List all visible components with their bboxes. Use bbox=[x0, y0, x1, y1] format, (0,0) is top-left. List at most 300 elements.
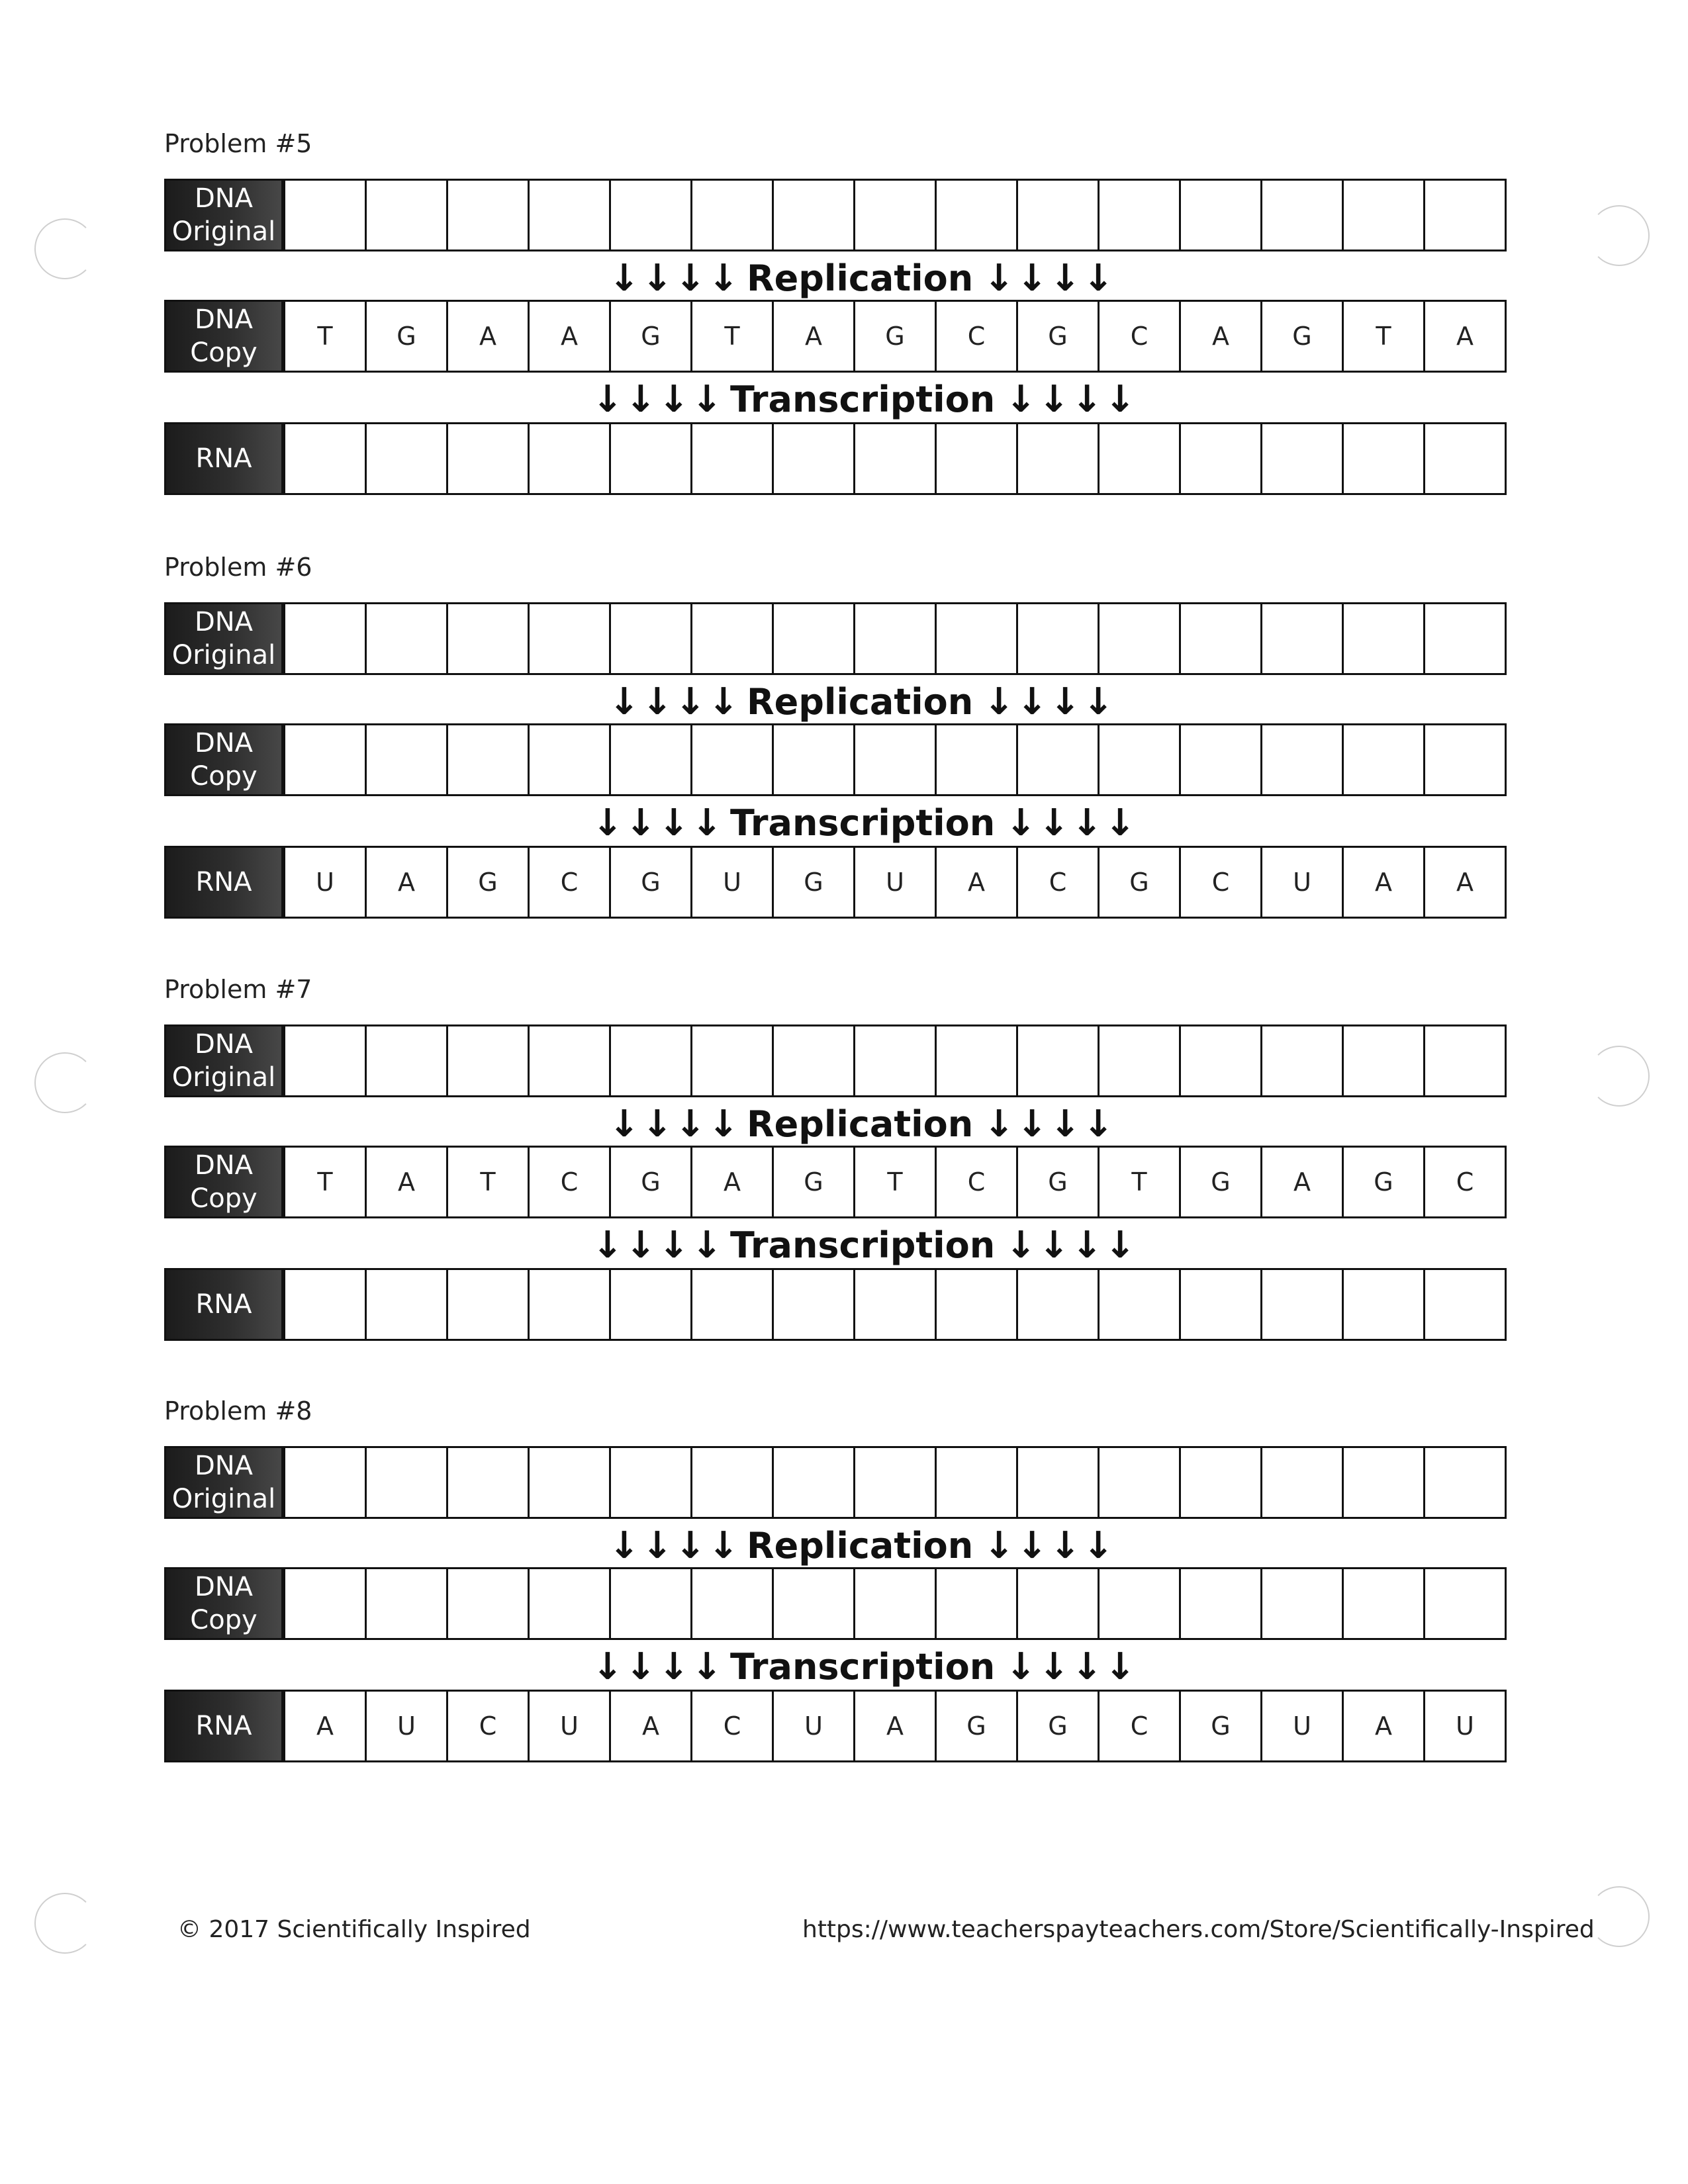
down-arrow-icon: ↓ bbox=[1049, 256, 1081, 300]
dna-original-cell[interactable] bbox=[1016, 1448, 1098, 1517]
dna-copy-cell[interactable] bbox=[853, 725, 935, 794]
rna-cell[interactable]: G bbox=[935, 1692, 1016, 1760]
rna-cell[interactable]: G bbox=[1016, 1692, 1098, 1760]
dna-copy-cell[interactable]: C bbox=[528, 1148, 609, 1216]
transcription-label: Transcription bbox=[730, 801, 996, 844]
down-arrow-icon: ↓ bbox=[983, 256, 1015, 300]
dna-original-label bbox=[164, 602, 283, 675]
row-label-line: Copy bbox=[190, 338, 258, 368]
dna-copy-cell[interactable] bbox=[283, 725, 365, 794]
dna-original-cell[interactable] bbox=[935, 1448, 1016, 1517]
dna-original-cell[interactable] bbox=[446, 604, 528, 673]
dna-original-cell[interactable] bbox=[1016, 1026, 1098, 1095]
dna-original-cell[interactable] bbox=[609, 1026, 690, 1095]
dna-copy-cell[interactable]: A bbox=[772, 302, 853, 371]
down-arrow-icon: ↓ bbox=[658, 1223, 690, 1267]
dna-original-cell[interactable] bbox=[1342, 1448, 1423, 1517]
dna-original-cell[interactable] bbox=[1342, 181, 1423, 250]
punch-hole-left-middle bbox=[34, 1052, 95, 1113]
row-label-line: Original bbox=[171, 1062, 276, 1093]
dna-original-cell[interactable] bbox=[1423, 1026, 1505, 1095]
dna-copy-cell[interactable] bbox=[1098, 725, 1179, 794]
rna-cell[interactable] bbox=[528, 424, 609, 493]
rna-cell[interactable]: G bbox=[1098, 848, 1179, 917]
down-arrow-icon: ↓ bbox=[691, 377, 723, 421]
dna-copy-cell[interactable] bbox=[609, 1569, 690, 1638]
down-arrow-icon: ↓ bbox=[658, 1645, 690, 1688]
rna-label bbox=[164, 1268, 283, 1341]
dna-copy-cell[interactable] bbox=[1016, 1569, 1098, 1638]
down-arrow-icon: ↓ bbox=[1082, 1102, 1114, 1146]
dna-original-cell[interactable] bbox=[365, 1448, 446, 1517]
punch-hole-left-bottom bbox=[34, 1893, 95, 1954]
down-arrow-icon: ↓ bbox=[1071, 1223, 1103, 1267]
down-arrow-icon: ↓ bbox=[708, 1102, 739, 1146]
replication-label: Replication bbox=[747, 1524, 974, 1567]
rna-cell[interactable] bbox=[1179, 424, 1260, 493]
dna-copy-cell[interactable] bbox=[1098, 1569, 1179, 1638]
dna-original-cell[interactable] bbox=[935, 604, 1016, 673]
dna-original-cell[interactable] bbox=[1260, 1448, 1342, 1517]
problem-block bbox=[164, 129, 1501, 473]
down-arrow-icon: ↓ bbox=[675, 1524, 706, 1567]
rna-cell[interactable] bbox=[772, 1270, 853, 1339]
rna-cell[interactable]: U bbox=[1260, 1692, 1342, 1760]
rna-cell[interactable] bbox=[446, 1270, 528, 1339]
dna-original-cell[interactable] bbox=[528, 1448, 609, 1517]
down-arrow-icon: ↓ bbox=[658, 377, 690, 421]
replication-label: Replication bbox=[747, 257, 974, 299]
dna-copy-cell[interactable]: G bbox=[1342, 1148, 1423, 1216]
rna-cell[interactable] bbox=[935, 1270, 1016, 1339]
dna-copy-cell[interactable]: T bbox=[853, 1148, 935, 1216]
dna-original-cell[interactable] bbox=[1260, 181, 1342, 250]
dna-copy-cell[interactable] bbox=[365, 725, 446, 794]
dna-original-cell[interactable] bbox=[528, 181, 609, 250]
rna-cell[interactable] bbox=[935, 424, 1016, 493]
dna-copy-cell[interactable]: G bbox=[772, 1148, 853, 1216]
dna-original-cell[interactable] bbox=[446, 1448, 528, 1517]
down-arrow-icon: ↓ bbox=[691, 1223, 723, 1267]
dna-copy-cell[interactable] bbox=[935, 1569, 1016, 1638]
rna-cell[interactable] bbox=[1016, 1270, 1098, 1339]
dna-copy-cell[interactable]: A bbox=[528, 302, 609, 371]
rna-cell[interactable] bbox=[1342, 424, 1423, 493]
dna-original-cell[interactable] bbox=[772, 1026, 853, 1095]
row-label-line: DNA bbox=[194, 1572, 254, 1602]
dna-copy-cell[interactable]: G bbox=[365, 302, 446, 371]
dna-copy-row bbox=[164, 300, 1507, 373]
down-arrow-icon: ↓ bbox=[1071, 1645, 1103, 1688]
dna-copy-cell[interactable] bbox=[1179, 1569, 1260, 1638]
dna-original-cell[interactable] bbox=[1179, 604, 1260, 673]
dna-copy-cells bbox=[283, 723, 1507, 796]
dna-original-cell[interactable] bbox=[772, 181, 853, 250]
dna-copy-cell[interactable] bbox=[1016, 725, 1098, 794]
dna-copy-cell[interactable]: G bbox=[609, 1148, 690, 1216]
rna-cell[interactable]: A bbox=[283, 1692, 365, 1760]
down-arrow-icon: ↓ bbox=[691, 1645, 723, 1688]
down-arrow-icon: ↓ bbox=[641, 680, 673, 723]
dna-original-cell[interactable] bbox=[365, 604, 446, 673]
dna-original-cells bbox=[283, 602, 1507, 675]
down-arrow-icon: ↓ bbox=[708, 680, 739, 723]
rna-cells bbox=[283, 846, 1507, 919]
dna-copy-cell[interactable]: G bbox=[1016, 302, 1098, 371]
dna-copy-cell[interactable] bbox=[446, 1569, 528, 1638]
dna-copy-cell[interactable] bbox=[1179, 725, 1260, 794]
dna-original-cell[interactable] bbox=[609, 181, 690, 250]
row-label-line: Copy bbox=[190, 761, 258, 792]
rna-cell[interactable] bbox=[690, 1270, 772, 1339]
down-arrow-icon: ↓ bbox=[1104, 377, 1136, 421]
rna-cell[interactable]: G bbox=[446, 848, 528, 917]
rna-cell[interactable]: U bbox=[1423, 1692, 1505, 1760]
punch-hole-right-middle bbox=[1589, 1046, 1650, 1107]
rna-cell[interactable] bbox=[283, 424, 365, 493]
rna-cell[interactable] bbox=[853, 1270, 935, 1339]
row-label-line: RNA bbox=[195, 1289, 252, 1320]
dna-original-cell[interactable] bbox=[690, 1026, 772, 1095]
rna-cells bbox=[283, 1268, 1507, 1341]
dna-copy-cell[interactable]: G bbox=[1179, 1148, 1260, 1216]
dna-original-cell[interactable] bbox=[1342, 604, 1423, 673]
dna-copy-cell[interactable]: C bbox=[935, 1148, 1016, 1216]
dna-original-cell[interactable] bbox=[1098, 181, 1179, 250]
dna-original-cell[interactable] bbox=[1179, 181, 1260, 250]
dna-original-cell[interactable] bbox=[853, 1448, 935, 1517]
dna-original-cell[interactable] bbox=[446, 1026, 528, 1095]
rna-cell[interactable] bbox=[1423, 424, 1505, 493]
dna-copy-cell[interactable]: T bbox=[1098, 1148, 1179, 1216]
dna-original-row bbox=[164, 179, 1507, 251]
dna-copy-label bbox=[164, 300, 283, 373]
dna-copy-cell[interactable] bbox=[446, 725, 528, 794]
dna-copy-label bbox=[164, 723, 283, 796]
dna-original-cell[interactable] bbox=[1342, 1026, 1423, 1095]
rna-cell[interactable] bbox=[609, 1270, 690, 1339]
rna-cell[interactable]: U bbox=[853, 848, 935, 917]
footer-copyright: © 2017 Scientifically Inspired bbox=[177, 1916, 531, 1943]
down-arrow-icon: ↓ bbox=[1104, 801, 1136, 844]
problem-title: Problem #6 bbox=[164, 553, 312, 582]
dna-original-cell[interactable] bbox=[283, 604, 365, 673]
dna-copy-cell[interactable] bbox=[609, 725, 690, 794]
down-arrow-icon: ↓ bbox=[1038, 1223, 1070, 1267]
dna-original-row bbox=[164, 602, 1507, 675]
dna-original-cell[interactable] bbox=[690, 604, 772, 673]
dna-original-cell[interactable] bbox=[1260, 604, 1342, 673]
punch-hole-left-top bbox=[34, 218, 95, 279]
dna-copy-cell[interactable] bbox=[528, 725, 609, 794]
rna-cell[interactable]: U bbox=[528, 1692, 609, 1760]
transcription-label: Transcription bbox=[730, 378, 996, 420]
dna-copy-cell[interactable]: T bbox=[283, 302, 365, 371]
transcription-label: Transcription bbox=[730, 1645, 996, 1688]
down-arrow-icon: ↓ bbox=[1049, 1524, 1081, 1567]
rna-cell[interactable]: C bbox=[446, 1692, 528, 1760]
problem-block bbox=[164, 553, 1501, 897]
rna-cell[interactable]: A bbox=[1342, 848, 1423, 917]
dna-original-cell[interactable] bbox=[609, 1448, 690, 1517]
rna-cell[interactable] bbox=[1260, 424, 1342, 493]
rna-cells bbox=[283, 422, 1507, 495]
dna-copy-cell[interactable]: A bbox=[1179, 302, 1260, 371]
rna-cell[interactable]: U bbox=[1260, 848, 1342, 917]
rna-cell[interactable] bbox=[1423, 1270, 1505, 1339]
dna-original-cells bbox=[283, 179, 1507, 251]
transcription-arrows bbox=[591, 799, 1137, 846]
dna-original-row bbox=[164, 1446, 1507, 1519]
dna-copy-label bbox=[164, 1146, 283, 1218]
dna-original-cell[interactable] bbox=[1423, 1448, 1505, 1517]
rna-cell[interactable]: U bbox=[772, 1692, 853, 1760]
rna-cell[interactable] bbox=[609, 424, 690, 493]
dna-original-cell[interactable] bbox=[1423, 181, 1505, 250]
down-arrow-icon: ↓ bbox=[641, 256, 673, 300]
down-arrow-icon: ↓ bbox=[1038, 1645, 1070, 1688]
down-arrow-icon: ↓ bbox=[1104, 1223, 1136, 1267]
rna-cell[interactable]: U bbox=[365, 1692, 446, 1760]
rna-cell[interactable] bbox=[1098, 424, 1179, 493]
dna-original-cell[interactable] bbox=[609, 604, 690, 673]
dna-original-cell[interactable] bbox=[283, 181, 365, 250]
dna-copy-cell[interactable]: G bbox=[609, 302, 690, 371]
row-label-line: DNA bbox=[194, 1029, 254, 1060]
down-arrow-icon: ↓ bbox=[1005, 377, 1037, 421]
rna-cell[interactable]: G bbox=[772, 848, 853, 917]
dna-copy-cell[interactable]: A bbox=[365, 1148, 446, 1216]
down-arrow-icon: ↓ bbox=[1005, 1645, 1037, 1688]
dna-copy-cell[interactable]: A bbox=[690, 1148, 772, 1216]
rna-row bbox=[164, 1268, 1507, 1341]
dna-copy-cell[interactable] bbox=[1342, 1569, 1423, 1638]
problem-block bbox=[164, 1396, 1501, 1741]
down-arrow-icon: ↓ bbox=[1005, 801, 1037, 844]
down-arrow-icon: ↓ bbox=[625, 1645, 657, 1688]
down-arrow-icon: ↓ bbox=[641, 1524, 673, 1567]
dna-copy-cells bbox=[283, 1567, 1507, 1640]
down-arrow-icon: ↓ bbox=[1049, 680, 1081, 723]
rna-cell[interactable]: C bbox=[1016, 848, 1098, 917]
dna-original-cell[interactable] bbox=[772, 604, 853, 673]
rna-cell[interactable] bbox=[528, 1270, 609, 1339]
down-arrow-icon: ↓ bbox=[1082, 256, 1114, 300]
down-arrow-icon: ↓ bbox=[608, 256, 640, 300]
row-label-line: Copy bbox=[190, 1605, 258, 1635]
dna-original-cell[interactable] bbox=[1423, 604, 1505, 673]
down-arrow-icon: ↓ bbox=[625, 801, 657, 844]
down-arrow-icon: ↓ bbox=[1016, 680, 1048, 723]
rna-cell[interactable]: A bbox=[853, 1692, 935, 1760]
replication-arrows bbox=[608, 255, 1115, 301]
dna-original-cell[interactable] bbox=[1016, 604, 1098, 673]
dna-original-cell[interactable] bbox=[1098, 1448, 1179, 1517]
rna-cell[interactable]: G bbox=[609, 848, 690, 917]
rna-cell[interactable] bbox=[1098, 1270, 1179, 1339]
down-arrow-icon: ↓ bbox=[592, 1223, 624, 1267]
footer-url[interactable]: https://www.teacherspayteachers.com/Store/Scientifically-Inspired bbox=[802, 1916, 1595, 1943]
down-arrow-icon: ↓ bbox=[675, 256, 706, 300]
rna-cell[interactable]: C bbox=[528, 848, 609, 917]
rna-row bbox=[164, 846, 1507, 919]
row-label-line: DNA bbox=[194, 1150, 254, 1181]
dna-copy-cell[interactable] bbox=[935, 725, 1016, 794]
rna-cell[interactable] bbox=[853, 424, 935, 493]
dna-original-cell[interactable] bbox=[1098, 604, 1179, 673]
dna-original-cell[interactable] bbox=[1016, 181, 1098, 250]
down-arrow-icon: ↓ bbox=[592, 1645, 624, 1688]
row-label-line: RNA bbox=[195, 1711, 252, 1741]
down-arrow-icon: ↓ bbox=[608, 680, 640, 723]
dna-original-cell[interactable] bbox=[1179, 1026, 1260, 1095]
dna-copy-cell[interactable] bbox=[1342, 725, 1423, 794]
dna-original-cell[interactable] bbox=[935, 1026, 1016, 1095]
dna-original-cell[interactable] bbox=[283, 1448, 365, 1517]
dna-original-cell[interactable] bbox=[853, 181, 935, 250]
rna-cell[interactable] bbox=[283, 1270, 365, 1339]
rna-cell[interactable] bbox=[772, 424, 853, 493]
row-label-line: DNA bbox=[194, 728, 254, 758]
down-arrow-icon: ↓ bbox=[708, 1524, 739, 1567]
dna-copy-cell[interactable]: A bbox=[1423, 302, 1505, 371]
rna-cell[interactable] bbox=[1179, 1270, 1260, 1339]
dna-original-label bbox=[164, 1024, 283, 1097]
dna-original-cell[interactable] bbox=[1260, 1026, 1342, 1095]
problem-block bbox=[164, 975, 1501, 1319]
dna-copy-cell[interactable] bbox=[1423, 1569, 1505, 1638]
rna-cell[interactable]: A bbox=[1342, 1692, 1423, 1760]
down-arrow-icon: ↓ bbox=[708, 256, 739, 300]
rna-cell[interactable]: A bbox=[935, 848, 1016, 917]
rna-cell[interactable]: A bbox=[365, 848, 446, 917]
down-arrow-icon: ↓ bbox=[1016, 1102, 1048, 1146]
dna-original-cell[interactable] bbox=[772, 1448, 853, 1517]
problem-title: Problem #5 bbox=[164, 129, 312, 158]
row-label-line: DNA bbox=[194, 183, 254, 214]
dna-original-cell[interactable] bbox=[853, 604, 935, 673]
dna-original-cell[interactable] bbox=[1098, 1026, 1179, 1095]
dna-original-cell[interactable] bbox=[528, 1026, 609, 1095]
dna-copy-cell[interactable] bbox=[283, 1569, 365, 1638]
dna-copy-cell[interactable] bbox=[1423, 725, 1505, 794]
rna-row bbox=[164, 422, 1507, 495]
dna-copy-cell[interactable] bbox=[772, 725, 853, 794]
down-arrow-icon: ↓ bbox=[1071, 377, 1103, 421]
dna-copy-cells bbox=[283, 300, 1507, 373]
rna-cell[interactable] bbox=[1342, 1270, 1423, 1339]
dna-copy-cell[interactable] bbox=[528, 1569, 609, 1638]
dna-copy-cell[interactable] bbox=[1260, 1569, 1342, 1638]
replication-arrows bbox=[608, 678, 1115, 725]
down-arrow-icon: ↓ bbox=[983, 1102, 1015, 1146]
down-arrow-icon: ↓ bbox=[1082, 680, 1114, 723]
rna-cell[interactable]: A bbox=[1423, 848, 1505, 917]
rna-cell[interactable]: U bbox=[283, 848, 365, 917]
rna-cell[interactable] bbox=[365, 1270, 446, 1339]
rna-cell[interactable]: C bbox=[1098, 1692, 1179, 1760]
replication-arrows bbox=[608, 1522, 1115, 1569]
dna-original-label bbox=[164, 1446, 283, 1519]
dna-original-cell[interactable] bbox=[690, 1448, 772, 1517]
dna-copy-label bbox=[164, 1567, 283, 1640]
dna-original-cell[interactable] bbox=[365, 181, 446, 250]
transcription-arrows bbox=[591, 1643, 1137, 1690]
dna-copy-cell[interactable] bbox=[690, 725, 772, 794]
rna-cell[interactable] bbox=[365, 424, 446, 493]
dna-original-cell[interactable] bbox=[283, 1026, 365, 1095]
dna-copy-cell[interactable]: A bbox=[446, 302, 528, 371]
rna-cell[interactable] bbox=[1016, 424, 1098, 493]
transcription-arrows bbox=[591, 1222, 1137, 1268]
rna-cell[interactable]: U bbox=[690, 848, 772, 917]
dna-original-cells bbox=[283, 1024, 1507, 1097]
dna-original-cell[interactable] bbox=[690, 181, 772, 250]
dna-original-cell[interactable] bbox=[528, 604, 609, 673]
dna-copy-cell[interactable]: T bbox=[1342, 302, 1423, 371]
dna-copy-cell[interactable]: C bbox=[935, 302, 1016, 371]
rna-cell[interactable] bbox=[446, 424, 528, 493]
rna-cell[interactable]: C bbox=[1179, 848, 1260, 917]
replication-label: Replication bbox=[747, 1103, 974, 1145]
dna-copy-cell[interactable] bbox=[1260, 725, 1342, 794]
dna-copy-cell[interactable]: C bbox=[1423, 1148, 1505, 1216]
down-arrow-icon: ↓ bbox=[1016, 256, 1048, 300]
rna-label bbox=[164, 1690, 283, 1762]
down-arrow-icon: ↓ bbox=[983, 1524, 1015, 1567]
down-arrow-icon: ↓ bbox=[1038, 801, 1070, 844]
down-arrow-icon: ↓ bbox=[983, 680, 1015, 723]
rna-cells bbox=[283, 1690, 1507, 1762]
rna-cell[interactable] bbox=[1260, 1270, 1342, 1339]
row-label-line: Original bbox=[171, 216, 276, 247]
dna-copy-row bbox=[164, 1567, 1507, 1640]
dna-copy-cell[interactable]: G bbox=[1016, 1148, 1098, 1216]
dna-copy-cell[interactable]: T bbox=[446, 1148, 528, 1216]
rna-cell[interactable]: G bbox=[1179, 1692, 1260, 1760]
dna-original-cell[interactable] bbox=[853, 1026, 935, 1095]
rna-cell[interactable]: A bbox=[609, 1692, 690, 1760]
dna-original-cells bbox=[283, 1446, 1507, 1519]
rna-cell[interactable]: C bbox=[690, 1692, 772, 1760]
row-label-line: Copy bbox=[190, 1183, 258, 1214]
dna-original-cell[interactable] bbox=[365, 1026, 446, 1095]
dna-copy-row bbox=[164, 723, 1507, 796]
row-label-line: DNA bbox=[194, 1451, 254, 1481]
dna-copy-cell[interactable]: A bbox=[1260, 1148, 1342, 1216]
dna-copy-cell[interactable]: C bbox=[1098, 302, 1179, 371]
dna-original-cell[interactable] bbox=[935, 181, 1016, 250]
dna-original-cell[interactable] bbox=[446, 181, 528, 250]
dna-copy-cell[interactable]: G bbox=[1260, 302, 1342, 371]
down-arrow-icon: ↓ bbox=[691, 801, 723, 844]
dna-copy-cell[interactable]: T bbox=[690, 302, 772, 371]
dna-copy-cell[interactable] bbox=[772, 1569, 853, 1638]
down-arrow-icon: ↓ bbox=[641, 1102, 673, 1146]
dna-copy-cell[interactable] bbox=[853, 1569, 935, 1638]
down-arrow-icon: ↓ bbox=[1049, 1102, 1081, 1146]
dna-copy-cell[interactable]: T bbox=[283, 1148, 365, 1216]
dna-copy-cell[interactable]: G bbox=[853, 302, 935, 371]
rna-cell[interactable] bbox=[690, 424, 772, 493]
dna-copy-cell[interactable] bbox=[365, 1569, 446, 1638]
row-label-line: RNA bbox=[195, 867, 252, 897]
row-label-line: RNA bbox=[195, 443, 252, 474]
dna-copy-cell[interactable] bbox=[690, 1569, 772, 1638]
down-arrow-icon: ↓ bbox=[1082, 1524, 1114, 1567]
down-arrow-icon: ↓ bbox=[675, 1102, 706, 1146]
dna-original-cell[interactable] bbox=[1179, 1448, 1260, 1517]
